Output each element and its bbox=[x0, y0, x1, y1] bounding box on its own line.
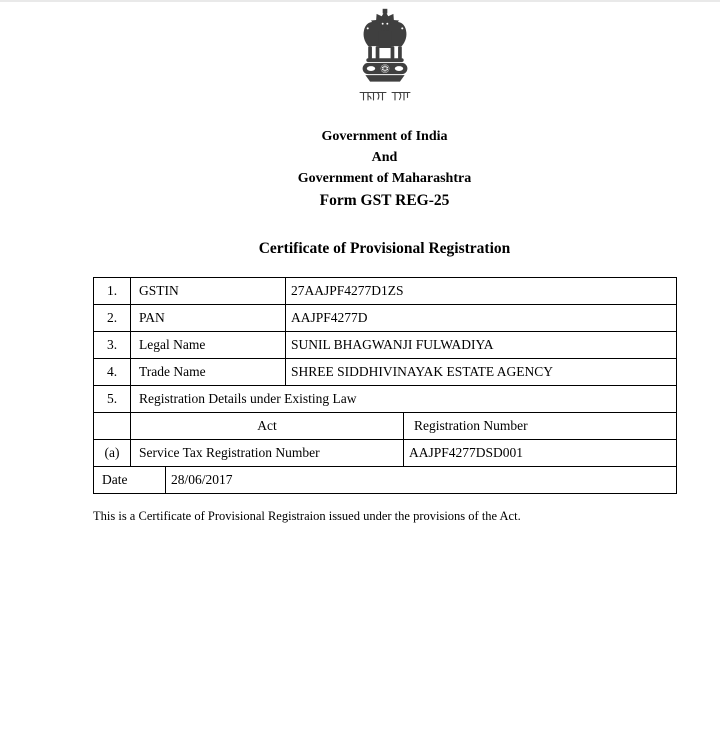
row-label: Trade Name bbox=[131, 359, 286, 386]
heading-and: And bbox=[371, 150, 398, 165]
footer-note: This is a Certificate of Provisional Registraion issued under the provisions of the Act. bbox=[93, 509, 521, 523]
row-value: AAJPF4277D bbox=[286, 305, 677, 332]
form-title: Form GST REG-25 bbox=[319, 192, 450, 209]
table-row-gstin bbox=[94, 278, 677, 305]
row-label: PAN bbox=[131, 305, 286, 332]
row-number: 1. bbox=[94, 278, 131, 305]
empty-cell bbox=[94, 413, 131, 440]
row-label: Service Tax Registration Number bbox=[131, 440, 404, 467]
heading-government-of-maharashtra: Government of Maharashtra bbox=[297, 171, 472, 186]
registration-number-column-header: Registration Number bbox=[404, 413, 677, 440]
table-row-pan bbox=[94, 305, 677, 332]
row-value: 27AAJPF4277D1ZS bbox=[286, 278, 677, 305]
satyameva-jayate-motto bbox=[359, 91, 411, 102]
date-label: Date bbox=[94, 467, 166, 494]
table-row-trade-name bbox=[94, 359, 677, 386]
row-value: SUNIL BHAGWANJI FULWADIYA bbox=[286, 332, 677, 359]
row-number: (a) bbox=[94, 440, 131, 467]
document-headers bbox=[93, 126, 676, 212]
registration-details-table bbox=[93, 277, 677, 494]
heading-government-of-india: Government of India bbox=[321, 129, 448, 144]
section-label: Registration Details under Existing Law bbox=[131, 386, 677, 413]
row-value: AAJPF4277DSD001 bbox=[404, 440, 677, 467]
row-value: SHREE SIDDHIVINAYAK ESTATE AGENCY bbox=[286, 359, 677, 386]
document-content bbox=[93, 0, 676, 743]
lion-capital-emblem-icon bbox=[357, 8, 413, 88]
india-national-emblem bbox=[93, 8, 676, 102]
row-label: GSTIN bbox=[131, 278, 286, 305]
row-label: Legal Name bbox=[131, 332, 286, 359]
table-row-act-header bbox=[94, 413, 677, 440]
row-number: 4. bbox=[94, 359, 131, 386]
table-row-service-tax bbox=[94, 440, 677, 467]
row-number: 3. bbox=[94, 332, 131, 359]
table-row-existing-law-section bbox=[94, 386, 677, 413]
row-number: 2. bbox=[94, 305, 131, 332]
row-number: 5. bbox=[94, 386, 131, 413]
document-title: Certificate of Provisional Registration bbox=[258, 240, 511, 257]
table-row-date bbox=[94, 467, 677, 494]
table-row-legal-name bbox=[94, 332, 677, 359]
date-value: 28/06/2017 bbox=[166, 467, 677, 494]
act-column-header: Act bbox=[131, 413, 404, 440]
